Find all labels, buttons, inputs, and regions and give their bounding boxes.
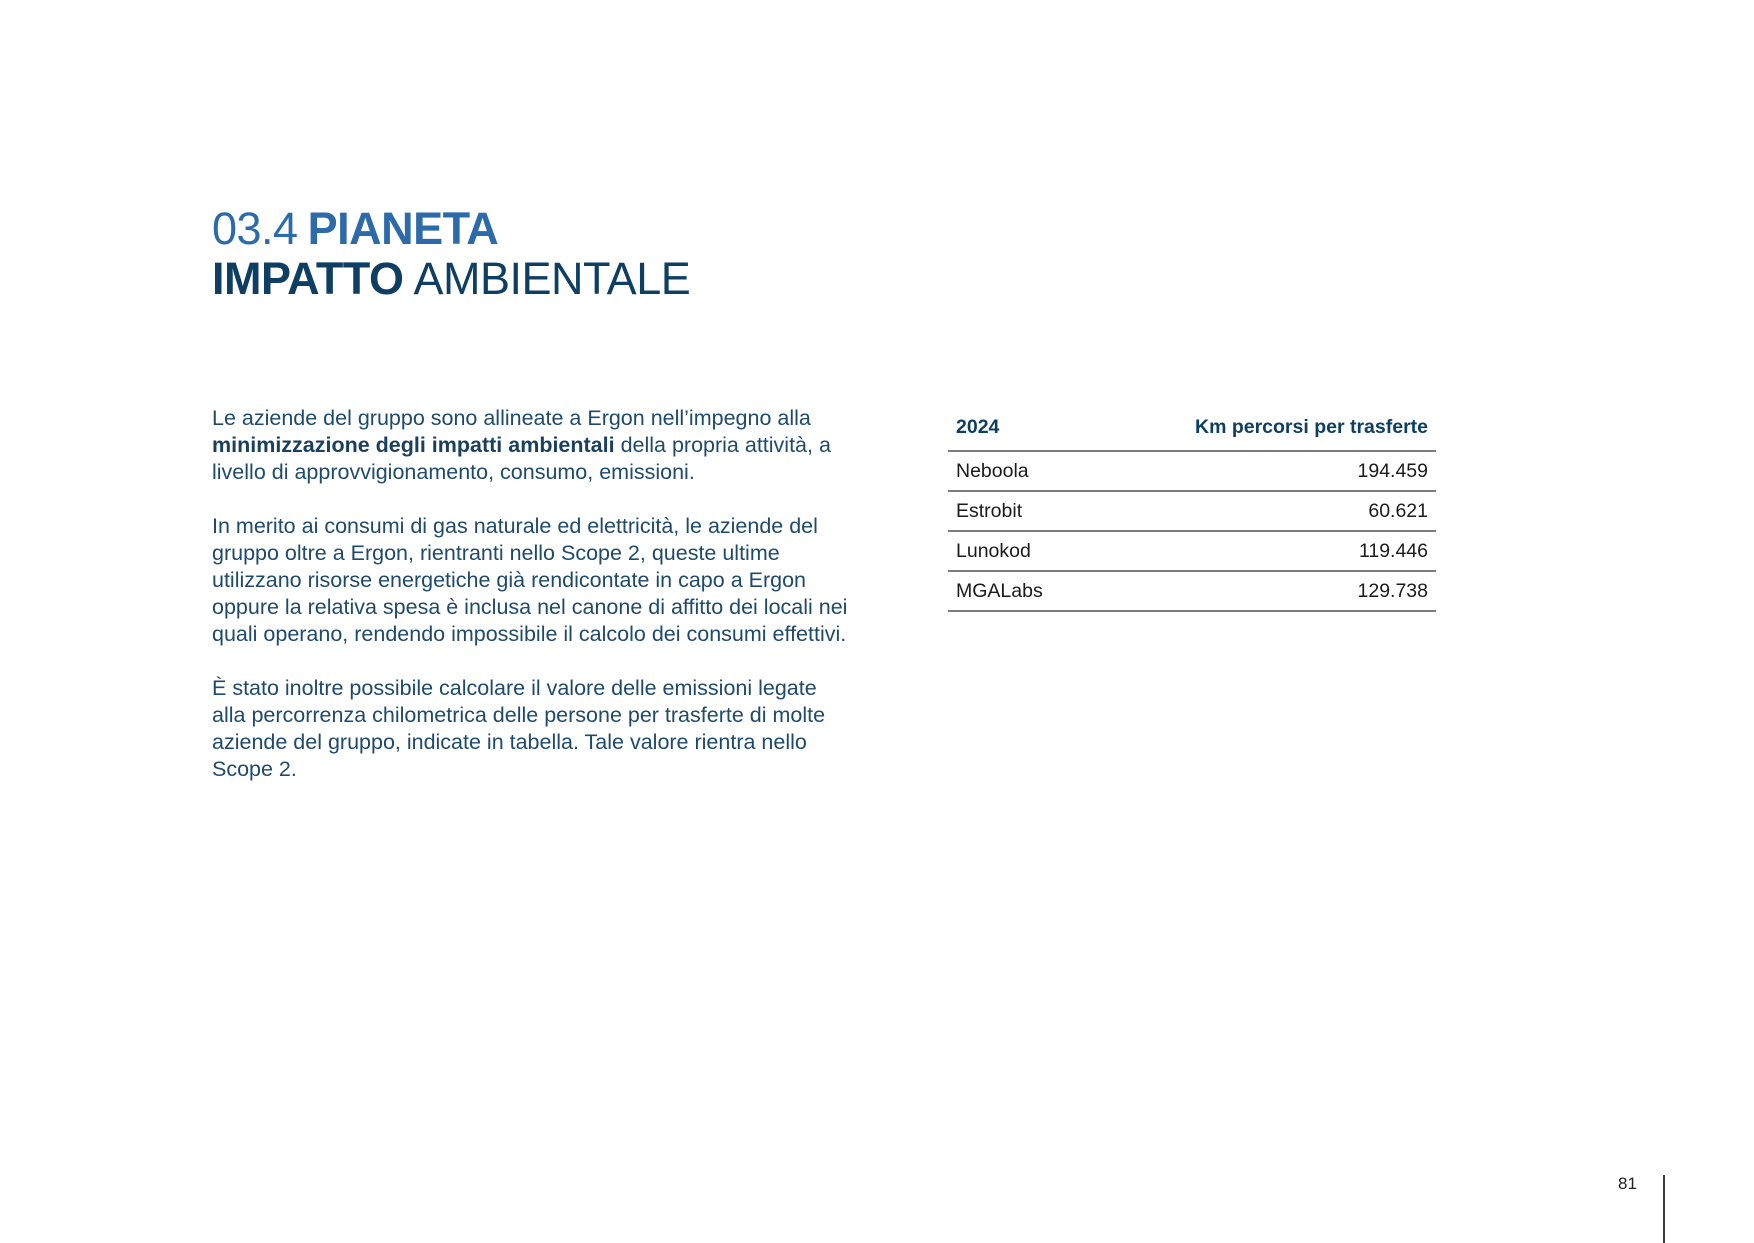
- paragraph-2: In merito ai consumi di gas naturale ed elettricità, le aziende del gruppo oltre a Ergon, rientranti nello Scope 2, queste ultime utilizzano risorse energetiche già rendicontate in capo a Ergon oppure la relativa spesa è inclusa nel canone di affitto dei locali nei quali operano, rendendo impossibile il calcolo dei consumi effettivi.: [212, 514, 848, 646]
- table-row: [948, 531, 1436, 571]
- company-name: Estrobit: [948, 491, 1090, 531]
- company-name: Neboola: [948, 451, 1090, 491]
- company-name: MGALabs: [948, 571, 1090, 611]
- km-table: [948, 404, 1436, 612]
- table-header-row: [948, 404, 1436, 451]
- page-number: 81: [1618, 1174, 1637, 1193]
- km-value: 119.446: [1090, 531, 1436, 571]
- km-value: 129.738: [1090, 571, 1436, 611]
- header-metric: Km percorsi per trasferte: [1090, 404, 1436, 451]
- section-subtitle: [212, 254, 690, 304]
- section-number: 03.4: [212, 203, 298, 254]
- table-row: [948, 491, 1436, 531]
- paragraph-1-bold: minimizzazione degli impatti ambientali: [212, 433, 615, 457]
- table-row: [948, 451, 1436, 491]
- paragraph-3: È stato inoltre possibile calcolare il valore delle emissioni legate alla percorrenza chilometrica delle persone per trasferte di molte aziende del gruppo, indicate in tabella. Tale valore rientra nello Scope 2.: [212, 676, 826, 781]
- paragraph-1-start: Le aziende del gruppo sono allineate a Ergon nell’impegno alla: [212, 406, 811, 430]
- section-heading: [212, 204, 690, 254]
- paragraph-1-end: della propria attività, a livello di approvvigionamento, consumo, emissioni.: [212, 433, 831, 484]
- km-value: 60.621: [1090, 491, 1436, 531]
- page-heading: [212, 204, 690, 304]
- table-row: [948, 571, 1436, 611]
- subtitle-light: AMBIENTALE: [413, 253, 691, 304]
- section-title: PIANETA: [307, 203, 499, 254]
- km-value: 194.459: [1090, 451, 1436, 491]
- company-name: Lunokod: [948, 531, 1090, 571]
- paragraph-1: [212, 405, 852, 486]
- page-number-divider: [1663, 1175, 1665, 1243]
- subtitle-strong: IMPATTO: [212, 253, 404, 304]
- header-year: 2024: [948, 404, 1090, 451]
- body-text: [212, 405, 852, 810]
